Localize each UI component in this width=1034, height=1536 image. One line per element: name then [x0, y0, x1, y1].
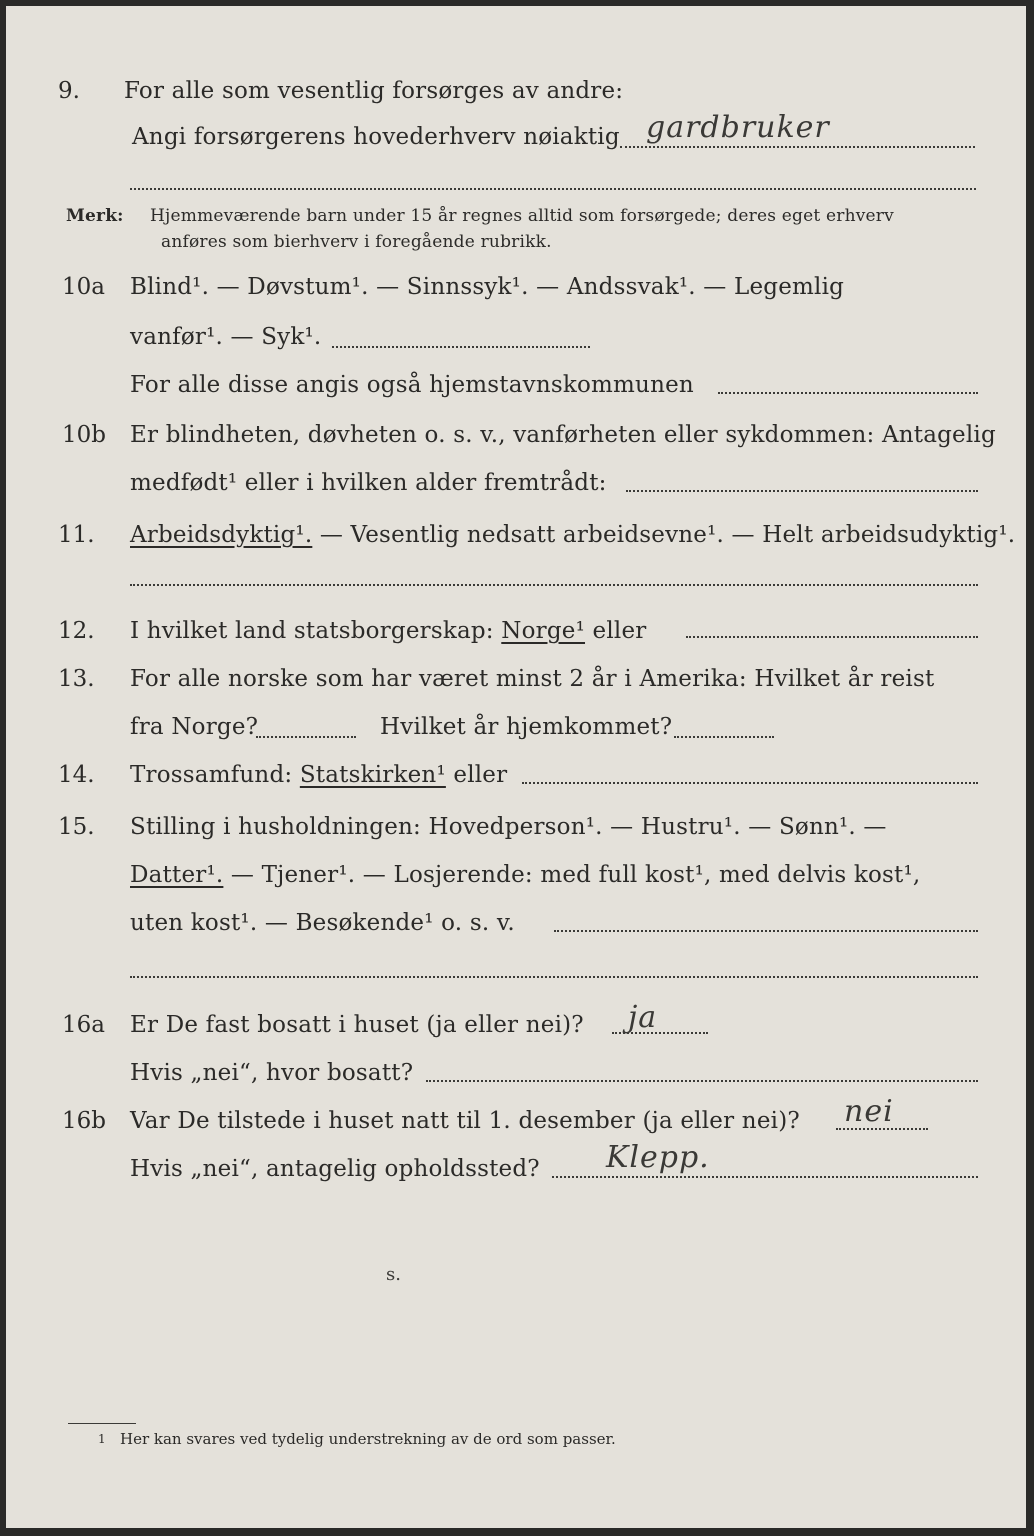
stray-pencil-mark: s.: [386, 1264, 401, 1285]
q16b-location-line: [552, 1176, 978, 1178]
q15-other-options: — Tjener¹. — Losjerende: med full kost¹, med delvis kost¹,: [223, 862, 921, 888]
q14-answer-line: [522, 782, 978, 784]
merk-label: Merk:: [66, 206, 124, 226]
q16b-answer-handwritten: nei: [844, 1094, 894, 1129]
q14-underlined-option: Statskirken¹: [299, 762, 446, 788]
q14-question: Trossamfund:: [130, 762, 300, 788]
q13-line2b: Hvilket år hjemkommet?: [380, 714, 673, 740]
q16a-answer-handwritten: ja: [628, 1000, 658, 1035]
q15-line3: uten kost¹. — Besøkende¹ o. s. v.: [130, 910, 515, 936]
q12-question: I hvilket land statsborgerskap:: [130, 618, 502, 644]
q10a-line1: Blind¹. — Døvstum¹. — Sinnssyk¹. — Andssvak¹. — Legemlig: [130, 274, 845, 300]
q12-underlined-option: Norge¹: [501, 618, 586, 644]
q16b-line1: Var De tilstede i huset natt til 1. desember (ja eller nei)?: [130, 1108, 800, 1134]
q13-number: 13.: [58, 666, 95, 692]
q16a-answer-line: [612, 1032, 708, 1034]
q11-other-options: — Vesentlig nedsatt arbeidsevne¹. — Helt arbeidsudyktig¹.: [312, 522, 1016, 548]
footnote-marker: 1: [98, 1432, 106, 1446]
q14-number: 14.: [58, 762, 95, 788]
q16b-location-handwritten: Klepp.: [606, 1140, 710, 1175]
merk-line2: anføres som bierhverv i foregående rubrikk.: [161, 232, 552, 252]
q14-line: [130, 762, 507, 788]
q16a-residence-line: [426, 1080, 978, 1082]
q10a-answer-line: [332, 346, 590, 348]
footnote-text: Her kan svares ved tydelig understrekning av de ord som passer.: [120, 1430, 616, 1448]
q13-right-line: [674, 736, 774, 738]
q12-or: eller: [585, 618, 647, 644]
q13-left-line: [256, 736, 356, 738]
merk-line1: Hjemmeværende barn under 15 år regnes alltid som forsørgede; deres eget erhverv: [150, 206, 894, 226]
q15-answer-line: [554, 930, 978, 932]
q10b-line1: Er blindheten, døvheten o. s. v., vanførheten eller sykdommen: Antagelig: [130, 422, 996, 448]
q13-line2a: fra Norge?: [130, 714, 259, 740]
q10a-line2: vanfør¹. — Syk¹.: [130, 324, 322, 350]
q13-line1: For alle norske som har været minst 2 år i Amerika: Hvilket år reist: [130, 666, 935, 692]
q15-line2: [130, 862, 920, 888]
q9-extra-line: [130, 188, 976, 190]
q10a-number: 10a: [62, 274, 105, 300]
q16a-number: 16a: [62, 1012, 105, 1038]
q9-answer-line: [620, 146, 975, 148]
q11-underlined-option: Arbeidsdyktig¹.: [130, 522, 313, 548]
q10a-home-line: [718, 392, 978, 394]
q15-underlined-option: Datter¹.: [130, 862, 224, 888]
q10a-line3: For alle disse angis også hjemstavnskommunen: [130, 372, 694, 398]
q14-or: eller: [445, 762, 508, 788]
q16b-number: 16b: [62, 1108, 106, 1134]
q11-number: 11.: [58, 522, 95, 548]
q15-extra-line: [130, 976, 978, 978]
q10b-line2: medfødt¹ eller i hvilken alder fremtrådt:: [130, 470, 607, 496]
q11-line: [130, 522, 1015, 548]
q9-number: 9.: [58, 78, 80, 104]
census-form-page: [6, 6, 1026, 1528]
q9-line2: Angi forsørgerens hovederhverv nøiaktig: [132, 124, 620, 150]
q9-line1: For alle som vesentlig forsørges av andre:: [124, 78, 624, 104]
q16a-line2: Hvis „nei“, hvor bosatt?: [130, 1060, 414, 1086]
q12-line: [130, 618, 646, 644]
q15-number: 15.: [58, 814, 95, 840]
q10b-number: 10b: [62, 422, 106, 448]
q9-answer-handwritten: gardbruker: [646, 110, 830, 145]
q12-answer-line: [686, 636, 978, 638]
footnote-rule: [68, 1423, 136, 1424]
q10b-answer-line: [626, 490, 978, 492]
q12-number: 12.: [58, 618, 95, 644]
q16a-line1: Er De fast bosatt i huset (ja eller nei)?: [130, 1012, 584, 1038]
q16b-line2: Hvis „nei“, antagelig opholdssted?: [130, 1156, 540, 1182]
q11-extra-line: [130, 584, 978, 586]
q15-line1: Stilling i husholdningen: Hovedperson¹. — Hustru¹. — Sønn¹. —: [130, 814, 887, 840]
